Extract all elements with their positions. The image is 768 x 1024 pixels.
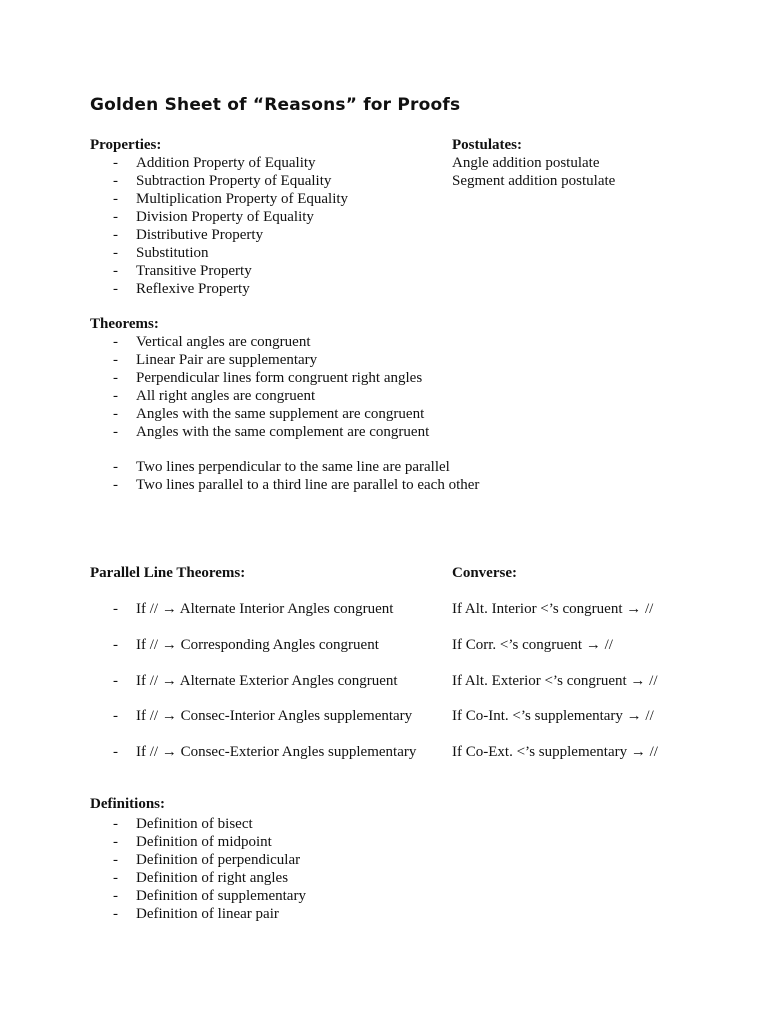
list-item	[90, 280, 348, 298]
list-item	[90, 190, 348, 208]
parallel-row	[90, 599, 750, 619]
page-title: Golden Sheet of “Reasons” for Proofs	[90, 95, 461, 115]
list-item: Segment addition postulate	[452, 173, 616, 189]
definition-text: Definition of bisect	[136, 816, 253, 832]
theorems-list	[90, 333, 429, 441]
converse-text: If Alt. Interior <’s congruent → //	[452, 601, 654, 617]
list-item	[90, 476, 479, 494]
list-item	[90, 244, 348, 262]
theorem-text: Linear Pair are supplementary	[136, 352, 318, 368]
theorem-text: Angles with the same complement are congruent	[136, 424, 430, 440]
list-item	[90, 887, 306, 905]
bullet-dash: -	[113, 744, 118, 760]
theorem-text: Two lines parallel to a third line are parallel to each other	[136, 477, 480, 493]
bullet-dash: -	[113, 834, 118, 850]
properties-list	[90, 154, 348, 298]
list-item	[90, 851, 306, 869]
bullet-dash: -	[113, 477, 118, 493]
parallel-heading: Parallel Line Theorems:	[90, 565, 246, 581]
list-item	[90, 869, 306, 887]
list-item	[90, 458, 479, 476]
list-item	[90, 262, 348, 280]
postulates-heading: Postulates:	[452, 137, 522, 153]
parallel-theorem: If // → Consec-Exterior Angles supplementary	[136, 744, 417, 760]
definition-text: Definition of linear pair	[136, 906, 279, 922]
bullet-dash: -	[113, 888, 118, 904]
list-item	[90, 208, 348, 226]
bullet-dash: -	[113, 263, 118, 279]
property-text: Distributive Property	[136, 227, 264, 243]
converse-text: If Co-Int. <’s supplementary → //	[452, 708, 654, 724]
theorem-text: All right angles are congruent	[136, 388, 316, 404]
converse-text: If Corr. <’s congruent → //	[452, 637, 613, 653]
parallel-theorem: If // → Alternate Exterior Angles congruent	[136, 673, 398, 689]
bullet-dash: -	[113, 601, 118, 617]
bullet-dash: -	[113, 459, 118, 475]
bullet-dash: -	[113, 637, 118, 653]
theorem-text: Perpendicular lines form congruent right angles	[136, 370, 423, 386]
list-item	[90, 815, 306, 833]
definition-text: Definition of right angles	[136, 870, 289, 886]
list-item	[90, 172, 348, 190]
bullet-dash: -	[113, 906, 118, 922]
bullet-dash: -	[113, 227, 118, 243]
bullet-dash: -	[113, 209, 118, 225]
bullet-dash: -	[113, 852, 118, 868]
bullet-dash: -	[113, 281, 118, 297]
parallel-row	[90, 635, 750, 655]
properties-heading: Properties:	[90, 137, 162, 153]
bullet-dash: -	[113, 245, 118, 261]
list-item	[90, 833, 306, 851]
list-item	[90, 226, 348, 244]
list-item	[90, 333, 429, 351]
bullet-dash: -	[113, 173, 118, 189]
property-text: Substitution	[136, 245, 209, 261]
list-item	[90, 423, 429, 441]
postulates-list	[452, 154, 615, 190]
list-item	[90, 905, 306, 923]
definitions-list	[90, 815, 306, 923]
parallel-theorem: If // → Consec-Interior Angles supplementary	[136, 708, 413, 724]
definitions-heading: Definitions:	[90, 796, 165, 812]
bullet-dash: -	[113, 673, 118, 689]
parallel-row	[90, 742, 750, 762]
property-text: Division Property of Equality	[136, 209, 314, 225]
parallel-theorem: If // → Alternate Interior Angles congruent	[136, 601, 394, 617]
theorems-heading: Theorems:	[90, 316, 159, 332]
bullet-dash: -	[113, 370, 118, 386]
list-item	[90, 387, 429, 405]
list-item	[90, 405, 429, 423]
theorem-text: Two lines perpendicular to the same line are parallel	[136, 459, 450, 475]
list-item: Angle addition postulate	[452, 155, 600, 171]
bullet-dash: -	[113, 352, 118, 368]
property-text: Subtraction Property of Equality	[136, 173, 332, 189]
property-text: Reflexive Property	[136, 281, 250, 297]
theorem-text: Vertical angles are congruent	[136, 334, 311, 350]
parallel-row	[90, 671, 750, 691]
bullet-dash: -	[113, 334, 118, 350]
list-item	[90, 154, 348, 172]
definition-text: Definition of perpendicular	[136, 852, 301, 868]
list-item	[90, 351, 429, 369]
list-item	[90, 369, 429, 387]
bullet-dash: -	[113, 816, 118, 832]
bullet-dash: -	[113, 191, 118, 207]
theorem-text: Angles with the same supplement are congruent	[136, 406, 425, 422]
property-text: Addition Property of Equality	[136, 155, 316, 171]
parallel-theorem: If // → Corresponding Angles congruent	[136, 637, 379, 653]
parallel-row	[90, 706, 750, 726]
bullet-dash: -	[113, 870, 118, 886]
property-text: Multiplication Property of Equality	[136, 191, 349, 207]
bullet-dash: -	[113, 424, 118, 440]
converse-text: If Co-Ext. <’s supplementary → //	[452, 744, 658, 760]
bullet-dash: -	[113, 708, 118, 724]
theorems-list-2	[90, 458, 479, 494]
bullet-dash: -	[113, 406, 118, 422]
property-text: Transitive Property	[136, 263, 252, 279]
bullet-dash: -	[113, 155, 118, 171]
bullet-dash: -	[113, 388, 118, 404]
definition-text: Definition of supplementary	[136, 888, 306, 904]
definition-text: Definition of midpoint	[136, 834, 272, 850]
converse-text: If Alt. Exterior <’s congruent → //	[452, 673, 658, 689]
converse-heading: Converse:	[452, 565, 517, 581]
